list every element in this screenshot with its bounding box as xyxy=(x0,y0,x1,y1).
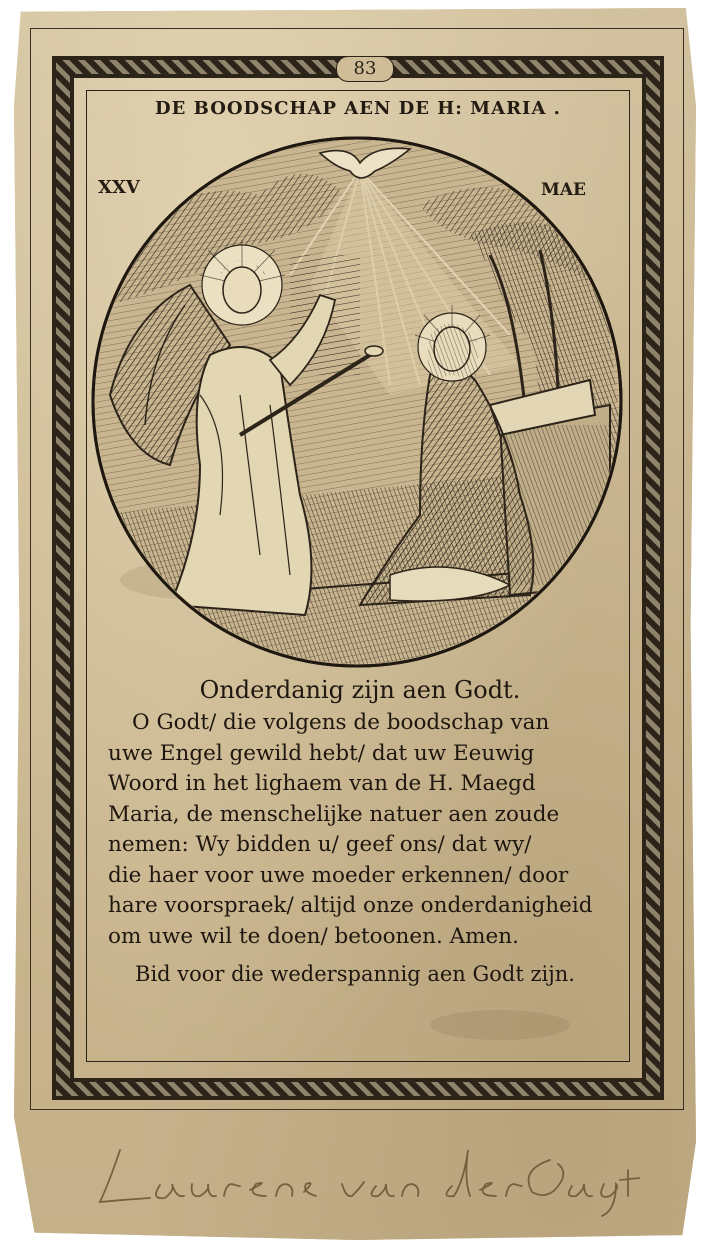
prayer-intention: Bid voor die wederspannig aen Godt zijn. xyxy=(135,962,575,986)
prayer-text xyxy=(108,708,602,952)
prayer-line: Maria, de menschelijke natuer aen zoude xyxy=(108,801,560,827)
date-month: MAE xyxy=(541,180,586,200)
prayer-line: Woord in het lighaem van de H. Maegd xyxy=(108,771,536,796)
prayer-line: om uwe wil te doen/ betoonen. Amen. xyxy=(108,923,519,949)
prayer-line: uwe Engel gewild hebt/ dat uw Eeuwig xyxy=(108,740,535,766)
annunciation-engraving xyxy=(90,135,624,669)
handwritten-signature xyxy=(80,1140,640,1220)
print-title: DE BOODSCHAP AEN DE H: MARIA . xyxy=(155,98,561,119)
prayer-line: nemen: Wy bidden u/ geef ons/ dat wy/ xyxy=(108,832,532,857)
page-number: 83 xyxy=(336,56,394,82)
prayer-line: O Godt/ die volgens de boodschap van xyxy=(132,710,550,735)
prayer-line: hare voorspraek/ altijd onze onderdanigheid xyxy=(108,893,593,918)
print-caption: Onderdanig zijn aen Godt. xyxy=(199,676,521,704)
prayer-line: die haer voor uwe moeder erkennen/ door xyxy=(108,862,569,888)
date-day: XXV xyxy=(98,177,140,198)
